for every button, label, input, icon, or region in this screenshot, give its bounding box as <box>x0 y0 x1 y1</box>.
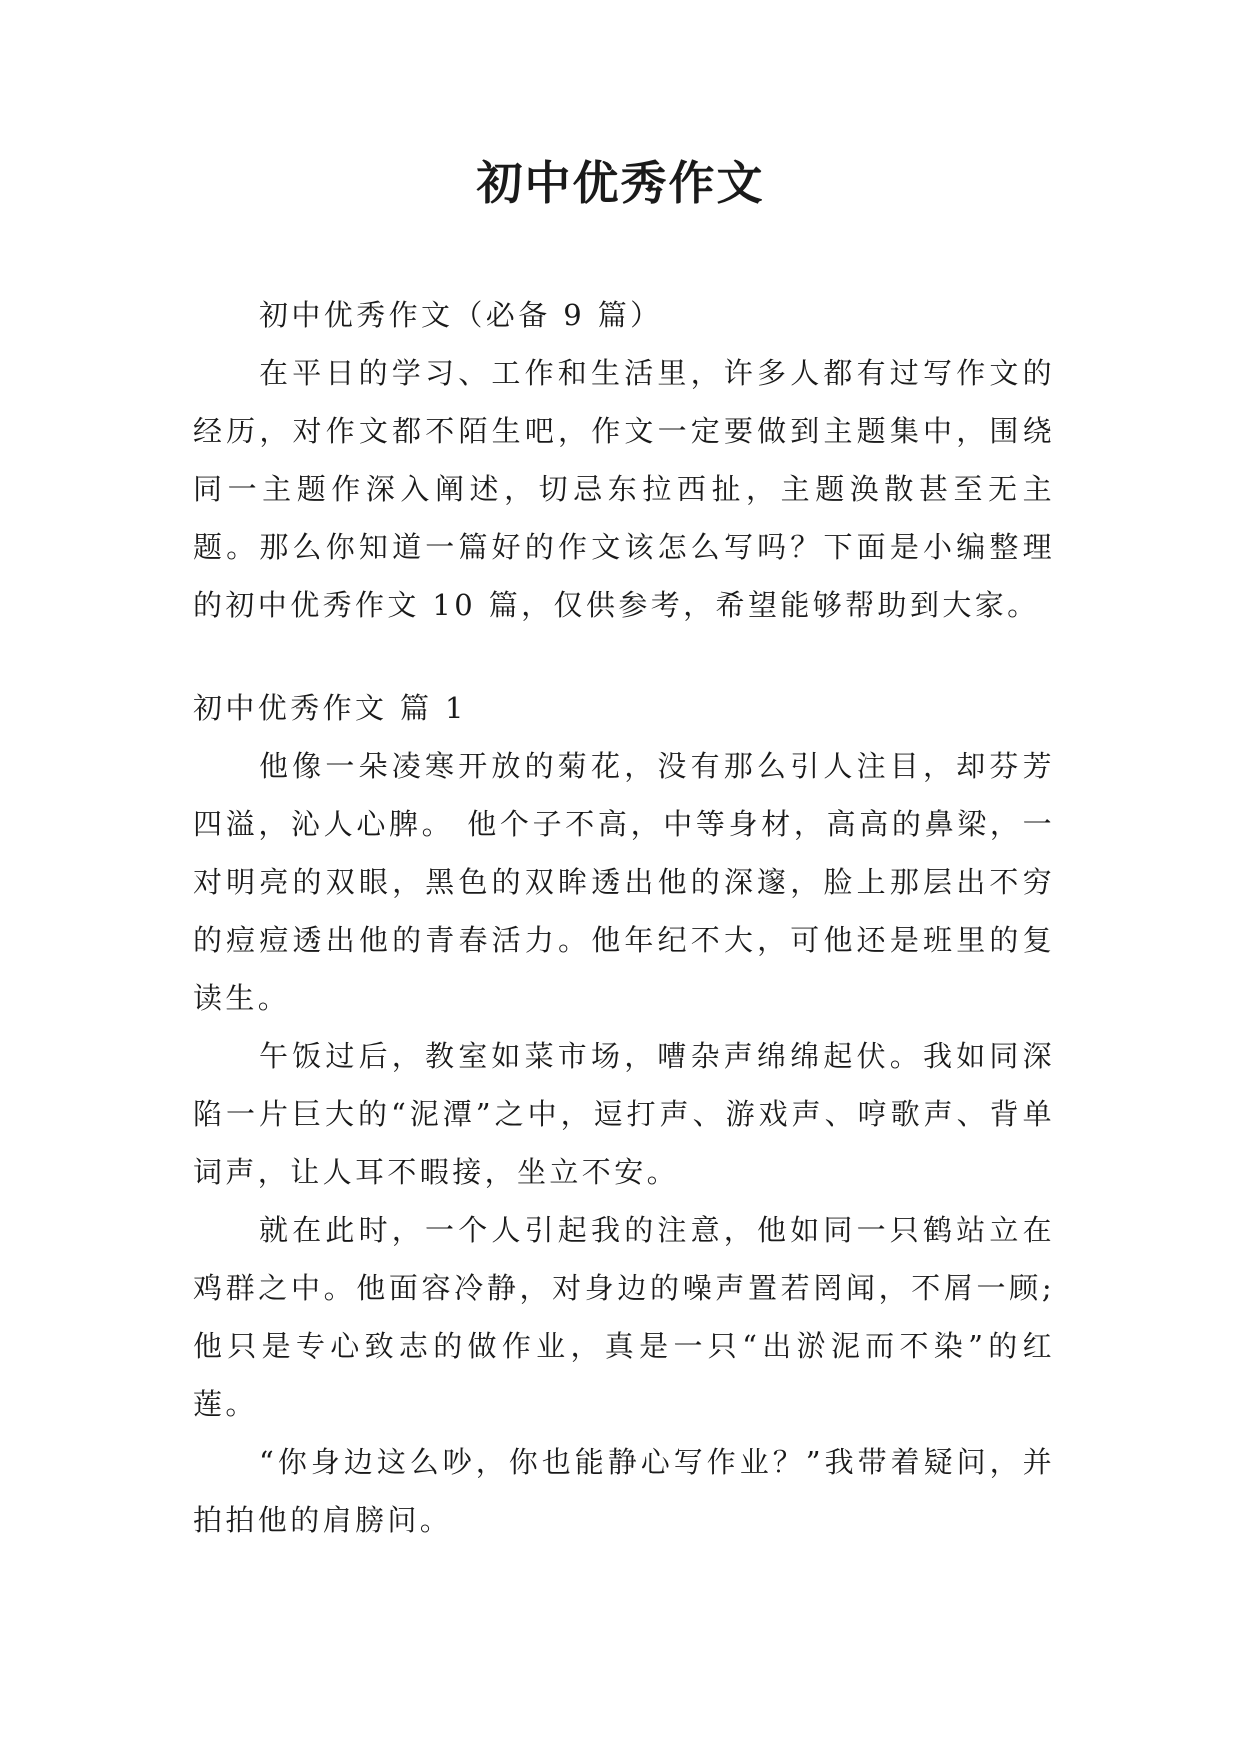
document-subtitle: 初中优秀作文（必备 9 篇） <box>259 298 663 332</box>
body-paragraph: 午饭过后，教室如菜市场，嘈杂声绵绵起伏。我如同深陷一片巨大的“泥潭”之中，逗打声、游戏声、哼歌声、背单词声，让人耳不暇接，坐立不安。 <box>193 1039 1055 1189</box>
body-paragraph: 他像一朵凌寒开放的菊花，没有那么引人注目，却芬芳四溢，沁人心脾。 他个子不高，中等身材，高高的鼻梁，一对明亮的双眼，黑色的双眸透出他的深邃，脸上那层出不穷的痘痘透出他的青春活力。他年纪不大，可他还是班里的复读生。 <box>193 749 1055 1015</box>
body-paragraph: 就在此时，一个人引起我的注意，他如同一只鹤站立在鸡群之中。他面容冷静，对身边的噪声置若罔闻，不屑一顾;他只是专心致志的做作业，真是一只“出淤泥而不染”的红莲。 <box>193 1213 1055 1421</box>
body-paragraph: “你身边这么吵，你也能静心写作业？”我带着疑问，并拍拍他的肩膀问。 <box>193 1445 1055 1537</box>
section-heading: 初中优秀作文 篇 1 <box>193 691 467 725</box>
intro-paragraph: 在平日的学习、工作和生活里，许多人都有过写作文的经历，对作文都不陌生吧，作文一定要做到主题集中，围绕同一主题作深入阐述，切忌东拉西扯，主题涣散甚至无主题。那么你知道一篇好的作文该怎么写吗？下面是小编整理的初中优秀作文 10 篇，仅供参考，希望能够帮助到大家。 <box>193 356 1055 622</box>
document-body <box>193 286 1055 1549</box>
document-title: 初中优秀作文 <box>476 156 765 210</box>
section-spacer <box>193 634 1055 679</box>
